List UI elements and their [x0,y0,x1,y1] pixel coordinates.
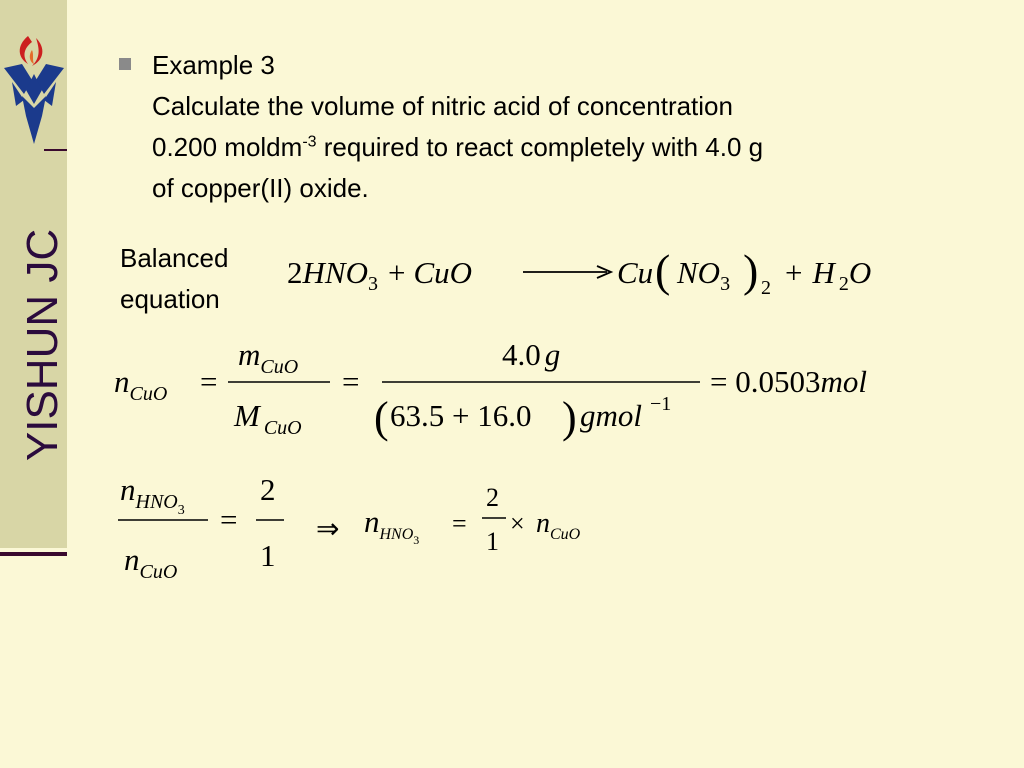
svg-text:nCuO: $n_{CuO}$ [124,542,178,583]
svg-text:): ) [562,393,577,442]
svg-text:=: = [342,364,360,399]
bullet-marker [119,58,131,70]
mole-ratio-equation [110,470,630,590]
moles-cuo-equation [110,330,940,450]
svg-text:=: = [200,364,218,399]
school-crest-logo [2,34,66,146]
svg-text:nHNO3: $n_{HNO}3$ [120,472,185,518]
svg-text:2: 2 [260,472,276,507]
svg-text:nHNO3: $n_{HNO}3$ [364,504,420,547]
balanced-equation [285,240,905,304]
svg-text:): ) [743,245,759,296]
svg-text:= 0.0503mol: = 0.0503mol [710,364,867,399]
equation-label: equation [120,284,220,314]
svg-text:NO3: $NO_3$ [677,255,731,295]
svg-text:nCuO: $n_{CuO}$ [536,508,581,543]
svg-text:×: × [510,509,525,538]
svg-text:63.5 + 16.0: 63.5 + 16.0 [390,398,532,433]
svg-text:gmol: gmol [580,398,642,433]
svg-text:2: 2 [761,277,771,299]
svg-text:(: ( [374,393,389,442]
svg-text:4.0g: 4.0 g [502,337,561,372]
svg-text:Cu: Cu [617,255,654,290]
sidebar-divider [44,149,67,151]
svg-text:2HNO3+CuO: $2HNO_3$ + CuO [287,255,473,295]
balanced-label: Balanced [120,243,229,273]
question-line-3: of copper(II) oxide. [152,173,369,203]
school-name: YISHUN JC [18,228,67,462]
svg-text:nCuO: $n_{CuO}$ [114,364,168,405]
svg-text:=: = [220,502,238,537]
example-title: Example 3 [152,50,275,80]
sidebar-bottom-line [0,552,67,556]
svg-text:−1: −1 [650,393,672,415]
question-line-2: 0.200 moldm$^{-3}$ required to react completely with 4.0 g [152,132,764,162]
svg-text:(: ( [655,245,671,296]
svg-text:MCuO: M $_{CuO}$ [234,398,302,439]
sidebar [0,0,67,548]
svg-text:1: 1 [486,527,499,556]
svg-text:2: 2 [486,483,499,512]
svg-text:=: = [452,509,467,538]
svg-text:⇒: ⇒ [316,514,340,545]
svg-text:+H2O: + H $_2$O [785,255,872,295]
svg-text:mCuO: $m_{CuO}$ [238,337,299,378]
svg-text:1: 1 [260,538,276,573]
question-line-1: Calculate the volume of nitric acid of concentration [152,91,733,121]
